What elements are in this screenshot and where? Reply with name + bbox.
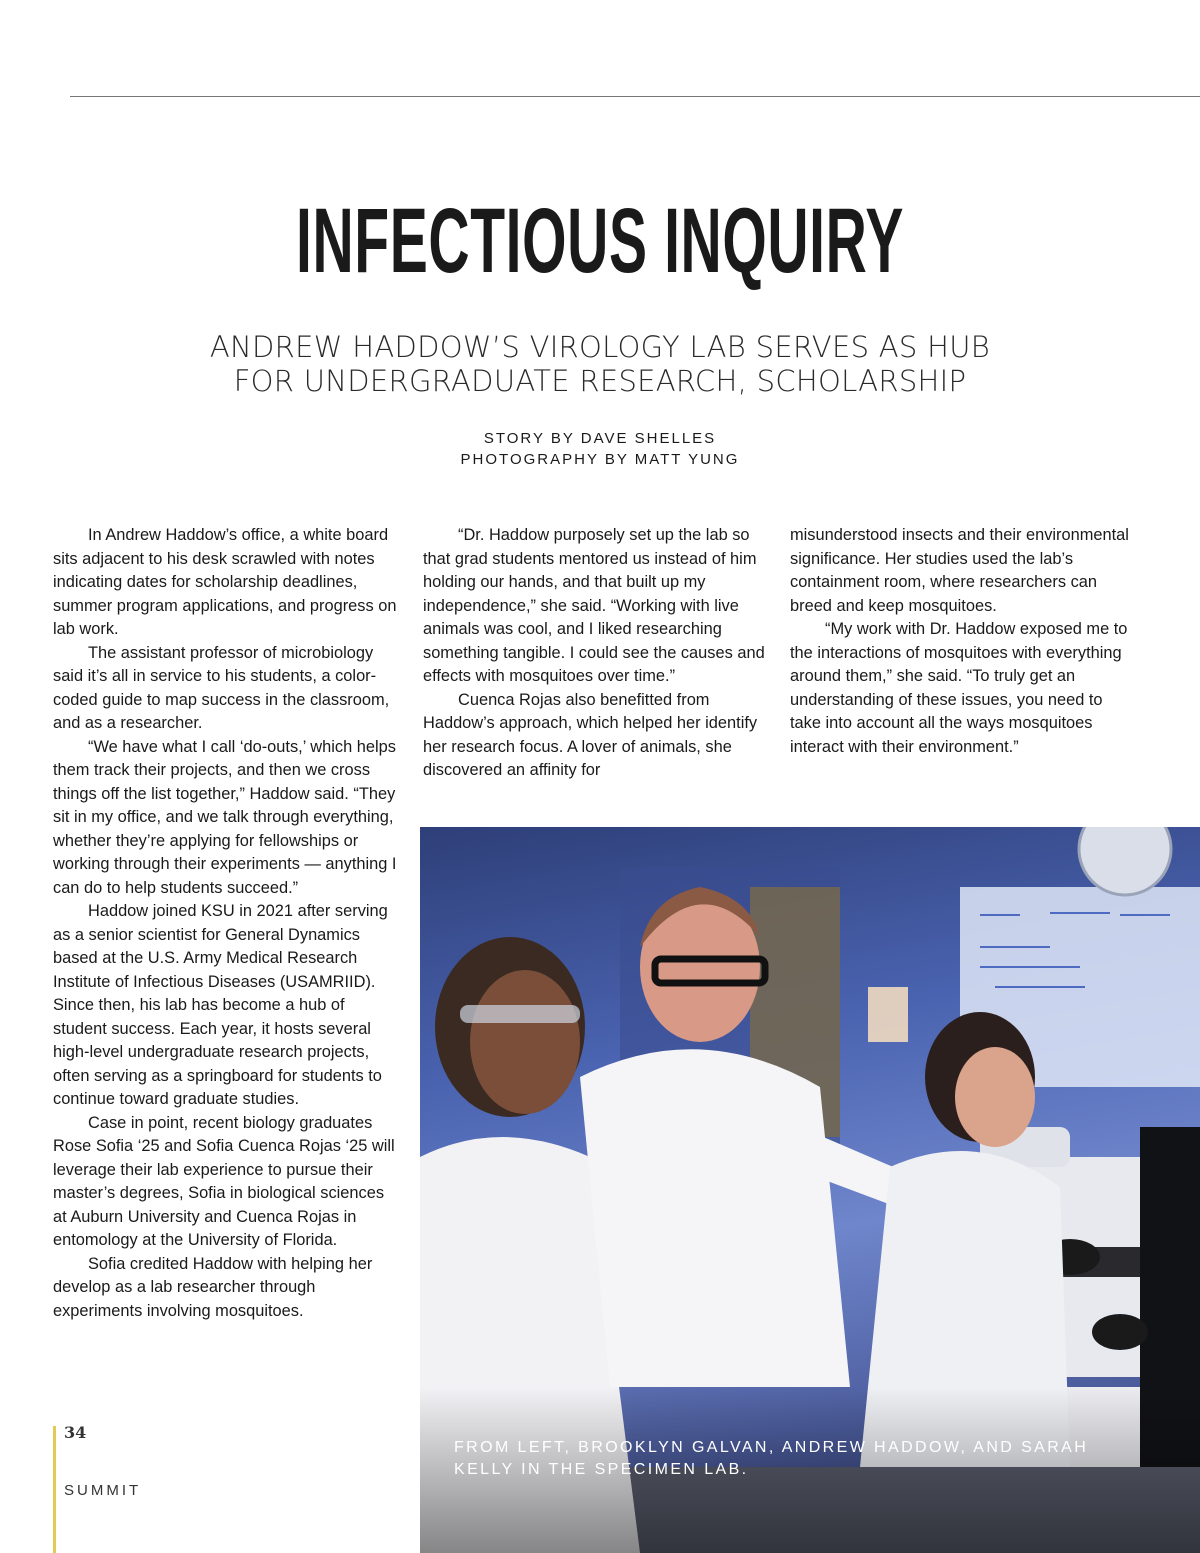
body-column-2 (423, 524, 768, 783)
paragraph: “Dr. Haddow purposely set up the lab so that grad students mentored us instead of him holding our hands, and that built up my independence,” she said. “Working with live animals was cool, and I liked researching something tangible. I could see the causes and effects with mosquitoes over time.” (423, 526, 765, 685)
paragraph-continued: misunderstood insects and their environmental significance. Her studies used the lab’s containment room, where researchers can breed and keep mosquitoes. (790, 526, 1129, 615)
paragraph: “My work with Dr. Haddow exposed me to the interactions of mosquitoes with everything around them,” she said. “To truly get an understanding of these issues, you need to take into account all the ways mosquitoes interact with their environment.” (790, 620, 1128, 756)
page-number: 34 (64, 1423, 87, 1442)
story-credit: STORY BY DAVE SHELLES (483, 430, 717, 447)
magazine-name: SUMMIT (64, 1482, 142, 1499)
subtitle-line-2: FOR UNDERGRADUATE RESEARCH, SCHOLARSHIP (233, 364, 967, 398)
caption-line-1: FROM LEFT, BROOKLYN GALVAN, ANDREW HADDOW, AND SARAH (454, 1439, 1089, 1456)
photo-caption (454, 1437, 1154, 1481)
paragraph: Cuenca Rojas also benefitted from Haddow’s approach, which helped her identify her research focus. A lover of animals, she discovered an affinity for (423, 690, 758, 779)
subtitle-line-1: ANDREW HADDOW’S VIROLOGY LAB SERVES AS HUB (209, 330, 991, 364)
paragraph: Case in point, recent biology graduates Rose Sofia ‘25 and Sofia Cuenca Rojas ‘25 will leverage their lab experience to pursue their master’s degrees, Sofia in biological sciences at Auburn University and Cuenca Rojas in entomology at the University of Florida. (53, 1113, 395, 1249)
top-rule (70, 96, 1200, 97)
body-column-1 (53, 524, 398, 1323)
folio-accent-bar (53, 1426, 56, 1553)
article-title: INFECTIOUS INQUIRY (295, 190, 904, 292)
paragraph: Sofia credited Haddow with helping her develop as a lab researcher through experiments involving mosquitoes. (53, 1254, 373, 1320)
paragraph: The assistant professor of microbiology said it’s all in service to his students, a color-coded guide to map success in the classroom, and as a researcher. (53, 643, 390, 732)
paragraph: In Andrew Haddow’s office, a white board sits adjacent to his desk scrawled with notes indicating dates for scholarship deadlines, summer program applications, and progress on lab work. (53, 526, 397, 638)
paragraph: “We have what I call ‘do-outs,’ which helps them track their projects, and then we cross things off the list together,” Haddow said. “They sit in my office, and we talk through everything, whether they’re applying for fellowships or working through their experiments — anything I can do to help students succeed.” (53, 737, 397, 897)
paragraph: Haddow joined KSU in 2021 after serving as a senior scientist for General Dynamics based at the U.S. Army Medical Research Institute of Infectious Diseases (USAMRIID). Since then, his lab has become a hub of student success. Each year, it hosts several high-level undergraduate research projects, often serving as a springboard for students to continue toward graduate studies. (53, 902, 388, 1108)
caption-line-2: KELLY IN THE SPECIMEN LAB. (454, 1461, 749, 1478)
photo-credit: PHOTOGRAPHY BY MATT YUNG (460, 451, 740, 468)
byline (0, 428, 1200, 470)
article-subtitle (0, 330, 1200, 398)
body-column-3 (790, 524, 1135, 759)
